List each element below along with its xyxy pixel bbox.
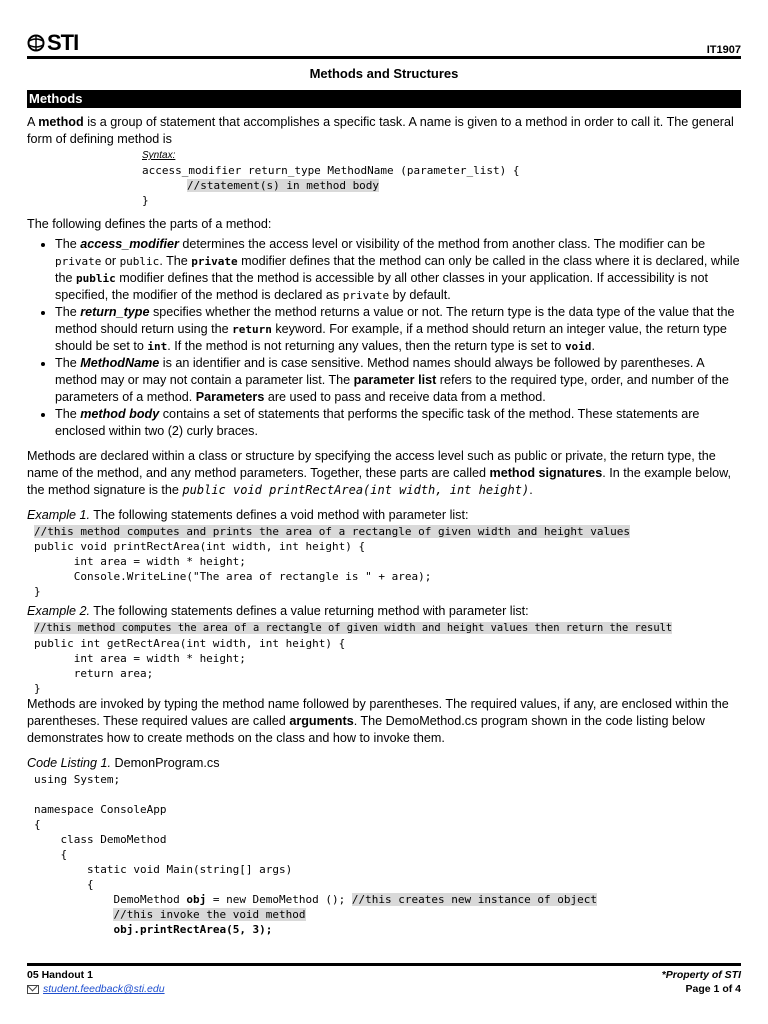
code-line: } [34,682,41,695]
bold-term: method [38,115,84,129]
code-line: int area = width * height; [34,555,246,568]
code-line: public int getRectArea(int width, int height) { [34,637,346,650]
term: MethodName [80,356,160,370]
property-note: *Property of STI [661,969,741,981]
example1-code [27,524,741,599]
listing-caption: Code Listing 1. DemonProgram.cs [27,756,220,770]
list-item: • The method body contains a set of statements that performs the specific task of the method. These statements are enclosed within two (2) curly braces. [55,406,741,440]
handout-label: 05 Handout 1 [27,969,93,981]
syntax-line [142,178,741,193]
code-listing: using System; namespace ConsoleApp { class DemoMethod { static void Main(string[] args) { DemoMethod obj = new DemoMethod (); //this creates new instance of object //this invoke the void method obj.printRectArea(5, 3); [34,773,597,936]
invoke-paragraph: Methods are invoked by typing the method name followed by parentheses. The required values, if any, are enclosed within the parentheses. These required values are called arguments. The DemoMethod.cs program shown in the code listing below demonstrates how to create methods on the class and how to invoke them. [27,697,729,745]
syntax-highlight: //statement(s) in method body [187,179,380,192]
syntax-line: } [142,194,149,207]
example2-code [27,620,741,696]
feedback-email-link[interactable]: student.feedback@sti.edu [43,983,165,995]
list-item: • The MethodName is an identifier and is case sensitive. Method names should always be followed by parentheses. A method may or may not contain a parameter list. The parameter list refers to the required type, order, and number of the parameters of a method. Parameters are used to pass and receive data from a method. [55,355,741,406]
syntax-line: access_modifier return_type MethodName (parameter_list) { [142,164,520,177]
list-item: • The return_type specifies whether the method returns a value or not. The return type is the data type of the value that the method should return using the return keyword. For example, if a method should return an integer value, the return type should be set to int. If the method is not returning any values, then the return type is set to void. [55,304,741,355]
globe-icon [27,34,45,52]
header-rule [27,56,741,59]
code-line: return area; [34,667,154,680]
code-line: Console.WriteLine("The area of rectangle is " + area); [34,570,432,583]
section-heading: Methods [27,90,741,108]
syntax-label: Syntax: [142,150,176,161]
code-line: public void printRectArea(int width, int height) { [34,540,366,553]
example2-caption: Example 2. The following statements defines a value returning method with parameter list: [27,604,529,618]
list-item: • The access_modifier determines the access level or visibility of the method from another class. The modifier can be private or public. The private modifier defines that the method can only be called in the class where it is declared, while the public modifier defines that the method is accessible by all other classes in your application. If accessibility is not specified, the modifier of the method is declared as private by default. [55,236,741,304]
parts-lead: The following defines the parts of a method: [27,217,272,231]
text-run: is a group of statement that accomplishes a specific task. A name is given to a method in order to call it. The general form of defining method is [27,115,734,146]
footer-left [27,968,165,996]
intro-paragraph [27,114,741,148]
term: method body [80,407,160,421]
document-body [27,114,741,937]
footer-rule [27,963,741,966]
logo-text: STI [47,30,79,55]
code-line: int area = width * height; [34,652,246,665]
syntax-block [142,148,741,208]
code-comment: //this method computes the area of a rectangle of given width and height values then return the result [34,622,673,634]
page-title: Methods and Structures [309,66,459,81]
term: access_modifier [80,237,179,251]
text-run: A [27,115,39,129]
footer-right [662,968,741,996]
code-line: } [34,585,41,598]
page-number: Page 1 of 4 [685,983,741,995]
term: return_type [80,305,150,319]
code-comment: //this method computes and prints the area of a rectangle of given width and height values [34,525,631,538]
sti-logo [27,30,78,56]
course-code: IT1907 [706,44,741,56]
parts-list [27,236,741,440]
envelope-icon [27,985,39,994]
signature-paragraph: Methods are declared within a class or structure by specifying the access level such as public or private, the return type, the name of the method, and any method parameters. Together, these parts are called method signatures. In the example below, the method signature is the public void printRectArea(int width, int height). [27,449,732,497]
example1-caption: Example 1. The following statements defines a void method with parameter list: [27,508,469,522]
